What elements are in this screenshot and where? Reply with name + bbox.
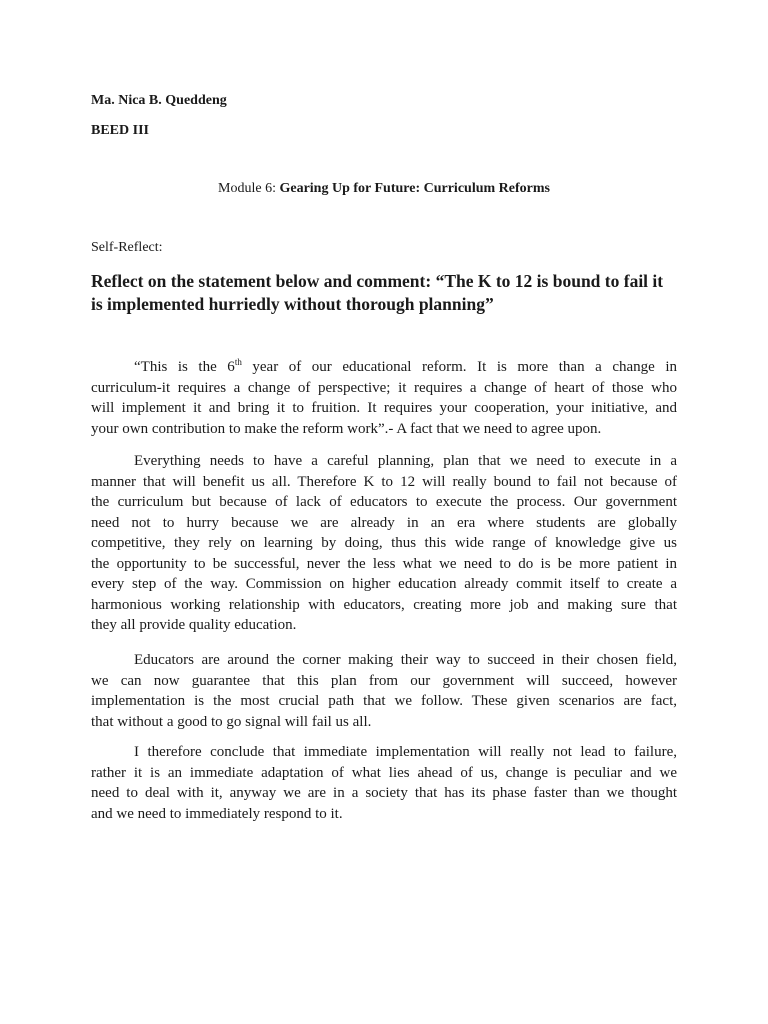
paragraph-line: manner that will benefit us all. Therefore K to 12 will really bound to fail not because of [91,473,677,490]
ordinal-suffix: th [234,357,242,367]
paragraph-line: every step of the way. Commission on higher education already commit itself to create a [91,576,677,592]
quote-continued: year of our educational reform. It is more than a change in [241,359,678,375]
paragraph-line: and we need to immediately respond to it. [91,805,343,822]
paragraph-line: need to deal with it, anyway we are in a society that has its phase faster than we thought [91,785,677,801]
prompt-line: is implemented hurriedly without thorough planning” [91,294,494,314]
paragraph-line: need not to hurry because we are already in an era where students are globally [91,514,677,531]
paragraph-line [91,357,677,378]
paragraph-4 [91,742,677,824]
paragraph-line: the curriculum but because of lack of educators to execute the process. Our government [91,494,677,510]
module-title: Gearing Up for Future: Curriculum Reforms [279,181,550,196]
paragraph-line: implementation is the most crucial path that we follow. These given scenarios are fact, [91,693,677,709]
paragraph-line: Educators are around the corner making their way to succeed in their chosen field, [134,652,677,668]
paragraph-line: harmonious working relationship with educators, creating more job and making sure that [91,596,677,613]
paragraph-line: will implement it and bring it to fruition. It requires your cooperation, your initiative, and [91,400,677,416]
module-heading [0,181,768,197]
section-label: Self-Reflect: [91,240,163,255]
paragraph-2 [91,451,677,636]
author-name: Ma. Nica B. Queddeng [91,93,227,108]
paragraph-line: the opportunity to be successful, never the less what we need to do is be more patient in [91,555,677,572]
paragraph-line: we can now guarantee that this plan from our government will succeed, however [91,672,677,689]
paragraph-line: rather it is an immediate adaptation of what lies ahead of us, change is peculiar and we [91,764,677,781]
course-label: BEED III [91,123,149,138]
paragraph-line: Everything needs to have a careful planning, plan that we need to execute in a [134,453,677,469]
paragraph-line: competitive, they rely on learning by doing, thus this wide range of knowledge give us [91,535,677,551]
quote-start: “This is the 6 [134,359,235,375]
paragraph-1 [91,357,677,439]
paragraph-line: that without a good to go signal will fail us all. [91,713,372,730]
paragraph-line: curriculum-it requires a change of perspective; it requires a change of heart of those who [91,379,677,396]
paragraph-line: I therefore conclude that immediate implementation will really not lead to failure, [134,744,677,760]
reflection-prompt [91,270,681,316]
paragraph-line: your own contribution to make the reform work”.- A fact that we need to agree upon. [91,420,602,437]
paragraph-line: they all provide quality education. [91,617,297,633]
paragraph-3 [91,650,677,732]
prompt-line: Reflect on the statement below and comment: “The K to 12 is bound to fail it [91,271,664,291]
module-number: Module 6: [218,181,276,196]
